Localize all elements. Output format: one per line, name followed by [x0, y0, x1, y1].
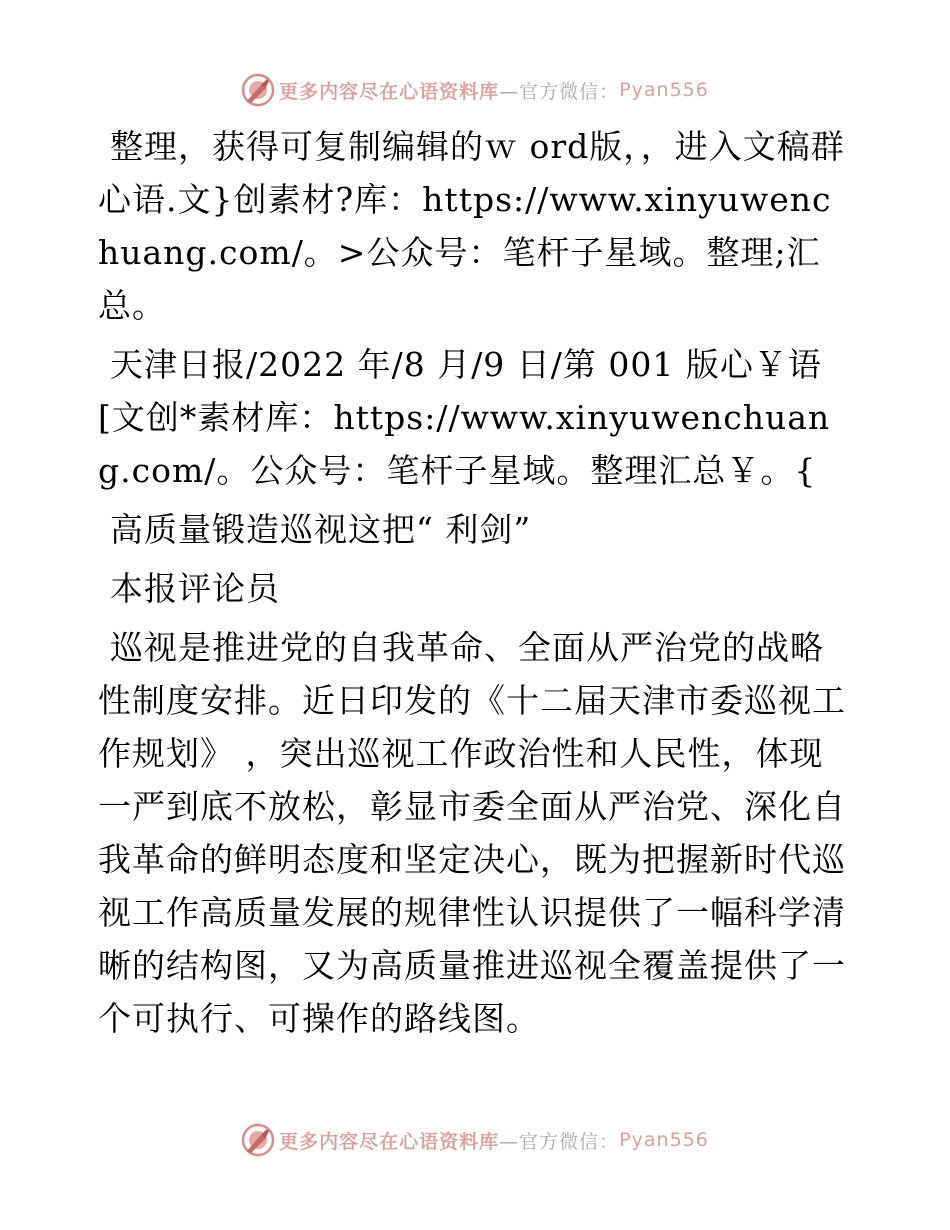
banner-main-text: 更多内容尽在心语资料库 — [279, 1130, 500, 1153]
banner-wechat-id: Pyan556 — [619, 79, 709, 101]
banner-main-text: 更多内容尽在心语资料库 — [279, 80, 500, 103]
body-paragraph: 巡视是推进党的自我革命、全面从严治党的战略性制度安排。近日印发的《十二届天津市委巡视工作规划》 ，突出巡视工作政治性和人民性，体现一严到底不放松，彰显市委全面从严治党、深化自我革命的鲜明态度和坚定决心，既为把握新时代巡视工作高质量发展的规律性认识提供了一幅科学清晰的结构图，又为高质量推进巡视全覆盖提供了一个可执行、可操作的路线图。 — [98, 628, 846, 1038]
source-paragraph: 天津日报/2022 年/8 月/9 日/第 001 版心￥语[文创*素材库：https://www.xinyuwenchuang.com/。公众号：笔杆子星域。整理汇总￥。{ — [98, 345, 831, 490]
footer-banner — [0, 1120, 950, 1160]
banner-wechat-id: Pyan556 — [619, 1129, 709, 1151]
pen-logo-icon — [241, 1123, 275, 1157]
article-title: 高质量锻造巡视这把“ 利剑” — [110, 510, 532, 549]
document-body — [98, 120, 850, 1051]
header-banner — [0, 70, 950, 110]
intro-paragraph: 整理，获得可复制编辑的ｗ ord版，，进入文稿群心语.文}创素材?库：https://www.xinyuwenchuang.com/。>公众号：笔杆子星域。整理;汇总。 — [98, 127, 845, 325]
banner-sub-text: —官方微信： — [499, 1130, 620, 1153]
pen-logo-icon — [241, 73, 275, 107]
article-author: 本报评论员 — [110, 569, 280, 608]
banner-sub-text: —官方微信： — [499, 80, 620, 103]
